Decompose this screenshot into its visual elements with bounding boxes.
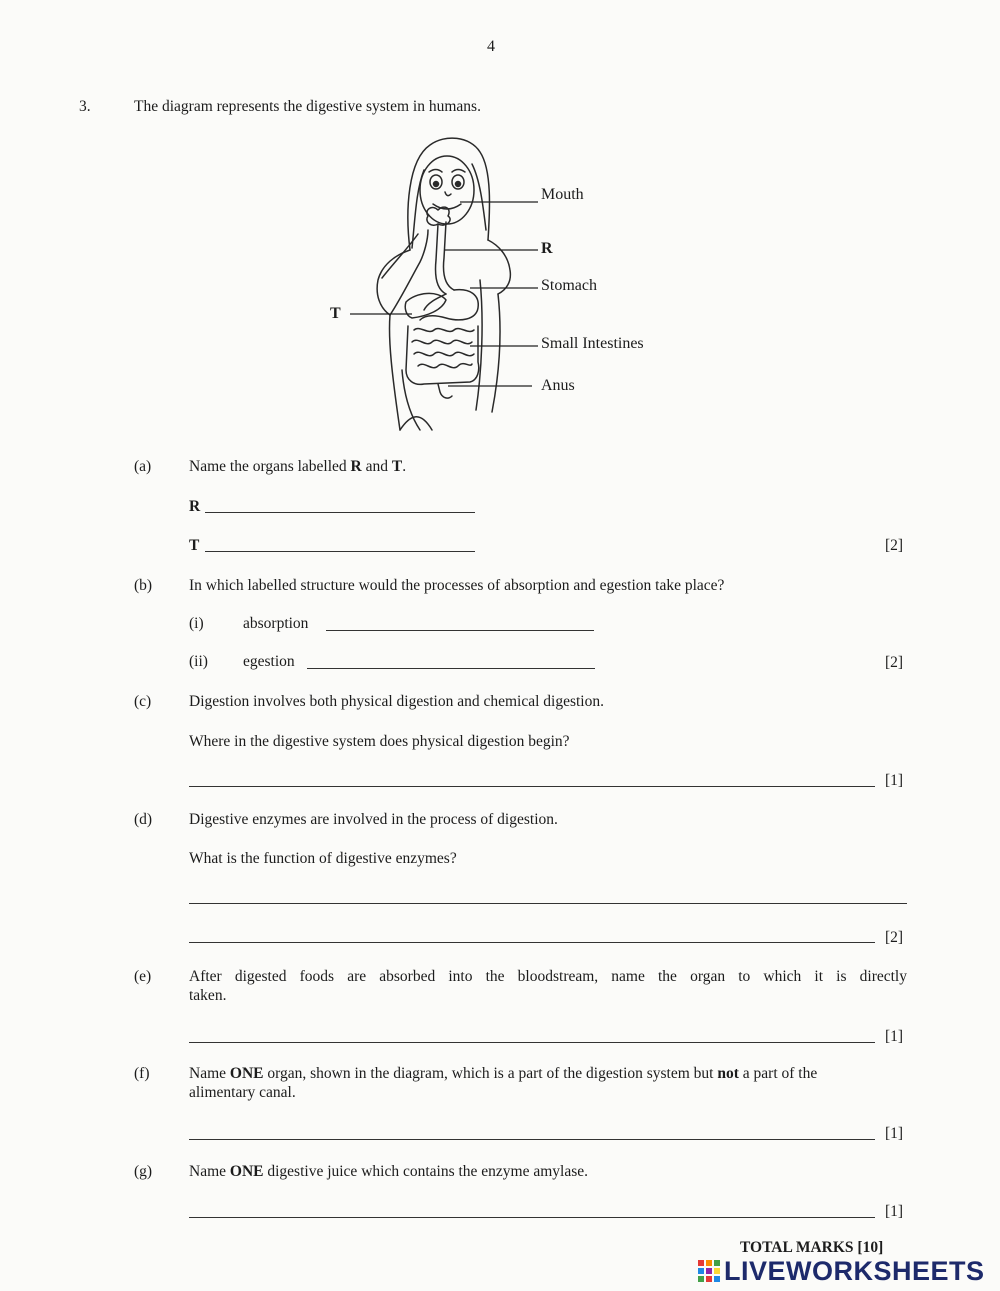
answer-absorption-input[interactable] — [326, 630, 594, 631]
question-intro: The diagram represents the digestive system in humans. — [134, 98, 481, 115]
logo-square-3 — [714, 1260, 720, 1266]
page-number: 4 — [487, 38, 495, 55]
liveworksheets-wordmark: LIVEWORKSHEETS — [724, 1256, 985, 1286]
part-d-question: What is the function of digestive enzymes? — [189, 850, 457, 867]
part-b-question: In which labelled structure would the processes of absorption and egestion take place? — [189, 577, 725, 594]
part-f-text-line-1: Name ONE organ, shown in the diagram, which is a part of the digestion system but not a part of the — [189, 1065, 818, 1082]
part-e-marks: [1] — [885, 1028, 904, 1045]
label-mouth: Mouth — [541, 186, 584, 203]
part-f-marks: [1] — [885, 1125, 904, 1142]
part-b-i-text: absorption — [243, 615, 309, 632]
part-d-marks: [2] — [885, 929, 904, 946]
logo-square-7 — [698, 1276, 704, 1282]
question-number: 3. — [79, 98, 91, 115]
answer-t-label: T — [189, 537, 200, 554]
part-c-text: Digestion involves both physical digestion and chemical digestion. — [189, 693, 604, 710]
answer-f-input[interactable] — [189, 1139, 875, 1140]
part-b-ii-label: (ii) — [189, 653, 208, 670]
part-b-marks: [2] — [885, 654, 904, 671]
liveworksheets-icon — [698, 1260, 720, 1282]
digestive-system-diagram — [320, 130, 680, 440]
part-g-marks: [1] — [885, 1203, 904, 1220]
part-d-text: Digestive enzymes are involved in the process of digestion. — [189, 811, 558, 828]
answer-d-input-line-2[interactable] — [189, 942, 875, 943]
logo-square-5 — [706, 1268, 712, 1274]
part-c-marks: [1] — [885, 772, 904, 789]
answer-egestion-input[interactable] — [307, 668, 595, 669]
logo-square-8 — [706, 1276, 712, 1282]
part-g-label: (g) — [134, 1163, 153, 1180]
logo-square-9 — [714, 1276, 720, 1282]
part-a-marks: [2] — [885, 537, 904, 554]
label-t: T — [330, 305, 341, 322]
part-g-question: Name ONE digestive juice which contains the enzyme amylase. — [189, 1163, 589, 1180]
part-e-label: (e) — [134, 968, 152, 985]
label-r: R — [541, 240, 553, 257]
label-anus: Anus — [541, 377, 575, 394]
answer-d-input-line-1[interactable] — [189, 903, 907, 904]
part-f-text-line-2: alimentary canal. — [189, 1084, 296, 1101]
answer-r-label: R — [189, 498, 201, 515]
logo-square-4 — [698, 1268, 704, 1274]
total-marks: TOTAL MARKS [10] — [740, 1239, 884, 1256]
part-d-label: (d) — [134, 811, 153, 828]
part-b-label: (b) — [134, 577, 153, 594]
part-a-label: (a) — [134, 458, 152, 475]
logo-square-6 — [714, 1268, 720, 1274]
label-stomach: Stomach — [541, 277, 597, 294]
answer-e-input[interactable] — [189, 1042, 875, 1043]
part-c-question: Where in the digestive system does physical digestion begin? — [189, 733, 570, 750]
part-f-label: (f) — [134, 1065, 150, 1082]
part-c-label: (c) — [134, 693, 152, 710]
part-e-text-line-2: taken. — [189, 987, 227, 1004]
answer-t-input[interactable] — [205, 551, 475, 552]
answer-g-input[interactable] — [189, 1217, 875, 1218]
part-b-ii-text: egestion — [243, 653, 295, 670]
part-b-i-label: (i) — [189, 615, 204, 632]
logo-square-2 — [706, 1260, 712, 1266]
answer-r-input[interactable] — [205, 512, 475, 513]
logo-square-1 — [698, 1260, 704, 1266]
answer-c-input[interactable] — [189, 786, 875, 787]
liveworksheets-logo — [698, 1256, 994, 1286]
part-a-question: Name the organs labelled R and T. — [189, 458, 407, 475]
part-e-text-line-1: After digested foods are absorbed into the bloodstream, name the organ to which it is directly — [189, 968, 907, 985]
label-small-intestines: Small Intestines — [541, 335, 644, 352]
